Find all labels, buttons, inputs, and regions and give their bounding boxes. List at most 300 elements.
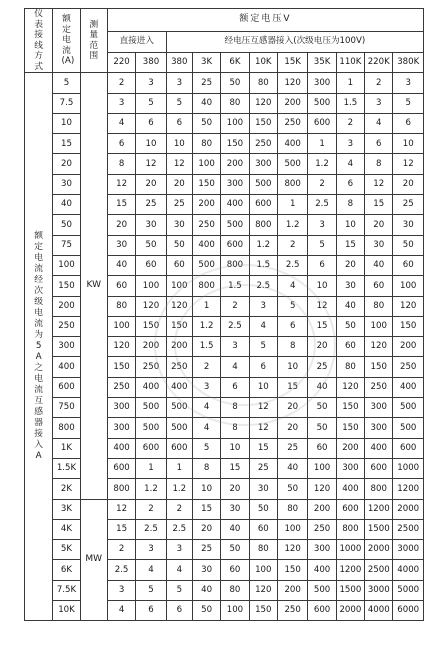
current-cell: 4K [53,519,80,539]
value-cell: 40 [365,255,393,275]
value-cell: 2.5 [277,255,307,275]
value-cell: 500 [277,154,307,174]
value-cell: 10 [136,134,166,154]
value-cell: 1200 [365,499,393,519]
value-cell: 50 [166,235,192,255]
value-cell: 4 [192,418,220,438]
value-cell: 15 [308,316,336,336]
value-cell: 80 [249,540,277,560]
value-cell: 100 [249,560,277,580]
voltage-header-cell: 6K [221,52,249,73]
value-cell: 80 [192,134,220,154]
current-cell: 5K [53,540,80,560]
value-cell: 3 [192,377,220,397]
value-cell: 10 [336,215,364,235]
table-row [25,499,424,519]
value-cell: 120 [249,580,277,600]
value-cell: 4 [166,560,192,580]
value-cell: 8 [221,398,249,418]
value-cell: 600 [107,458,135,478]
value-cell: 300 [365,418,393,438]
value-cell: 3 [136,540,166,560]
value-cell: 50 [393,235,424,255]
value-cell: 1 [166,458,192,478]
value-cell: 1.5 [192,337,220,357]
value-cell: 1 [308,134,336,154]
value-cell: 6 [393,113,424,133]
value-cell: 4 [365,113,393,133]
value-cell: 150 [393,316,424,336]
value-cell: 4000 [365,601,393,621]
value-cell: 120 [136,296,166,316]
value-cell: 1.2 [136,479,166,499]
header-wiring-method [25,9,53,73]
current-cell: 200 [53,296,80,316]
current-cell: 7.5K [53,580,80,600]
value-cell: 300 [107,398,135,418]
value-cell: 1.2 [192,316,220,336]
current-cell: 2K [53,479,80,499]
value-cell: 600 [308,113,336,133]
value-cell: 2.5 [166,519,192,539]
value-cell: 120 [166,296,192,316]
value-cell: 1 [336,73,364,93]
value-cell: 25 [192,73,220,93]
value-cell: 30 [136,215,166,235]
value-cell: 5 [277,296,307,316]
voltage-header-cell: 10K [249,52,277,73]
value-cell: 250 [136,357,166,377]
value-cell: 400 [277,134,307,154]
value-cell: 100 [136,276,166,296]
current-cell: 6K [53,560,80,580]
value-cell: 30 [221,499,249,519]
value-cell: 6 [365,134,393,154]
value-cell: 40 [308,377,336,397]
value-cell: 50 [249,499,277,519]
value-cell: 500 [308,93,336,113]
value-cell: 250 [249,134,277,154]
value-cell: 30 [107,235,135,255]
value-cell: 500 [221,215,249,235]
current-cell: 750 [53,398,80,418]
voltage-header-cell: 15K [277,52,307,73]
value-cell: 300 [365,398,393,418]
value-cell: 2 [107,73,135,93]
value-cell: 400 [221,195,249,215]
value-cell: 250 [166,357,192,377]
current-cell: 300 [53,337,80,357]
value-cell: 100 [221,601,249,621]
value-cell: 20 [136,174,166,194]
value-cell: 30 [336,276,364,296]
row-label: 额定电流经次级电流为5A之电流互感器接入A [34,231,44,462]
value-cell: 50 [336,316,364,336]
value-cell: 10 [192,479,220,499]
value-cell: 6 [136,601,166,621]
value-cell: 6 [136,113,166,133]
value-cell: 100 [107,316,135,336]
value-cell: 400 [166,377,192,397]
value-cell: 12 [107,174,135,194]
value-cell: 120 [308,479,336,499]
value-cell: 500 [393,398,424,418]
value-cell: 20 [166,174,192,194]
header-rated-voltage: 额定电压V [107,9,423,32]
value-cell: 1 [277,195,307,215]
value-cell: 8 [192,458,220,478]
value-cell: 3 [166,540,192,560]
value-cell: 400 [192,235,220,255]
value-cell: 4 [107,601,135,621]
value-cell: 15 [221,458,249,478]
value-cell: 2000 [336,601,364,621]
value-cell: 600 [365,458,393,478]
value-cell: 2 [365,73,393,93]
value-cell: 10 [308,276,336,296]
value-cell: 80 [221,580,249,600]
value-cell: 250 [365,377,393,397]
value-cell: 4000 [393,560,424,580]
current-cell: 150 [53,276,80,296]
value-cell: 250 [107,377,135,397]
current-cell: 1.5K [53,458,80,478]
value-cell: 400 [136,377,166,397]
value-cell: 40 [221,519,249,539]
value-cell: 120 [365,337,393,357]
table-row [25,73,424,93]
value-cell: 300 [336,458,364,478]
value-cell: 800 [365,479,393,499]
value-cell: 60 [365,276,393,296]
value-cell: 3 [107,93,135,113]
value-cell: 600 [336,499,364,519]
value-cell: 30 [249,479,277,499]
value-cell: 5 [192,438,220,458]
value-cell: 150 [249,601,277,621]
value-cell: 3 [393,73,424,93]
value-cell: 2.5 [308,195,336,215]
value-cell: 150 [249,113,277,133]
value-cell: 100 [221,113,249,133]
value-cell: 30 [365,235,393,255]
value-cell: 300 [249,154,277,174]
value-cell: 40 [107,255,135,275]
unit-mw-cell: MW [80,499,107,621]
header-via-pt: 经电压互感器接入(次级电压为100V) [166,31,423,52]
value-cell: 50 [308,418,336,438]
value-cell: 200 [166,337,192,357]
value-cell: 120 [107,337,135,357]
value-cell: 400 [107,438,135,458]
value-cell: 500 [393,418,424,438]
value-cell: 30 [192,560,220,580]
value-cell: 80 [221,93,249,113]
value-cell: 2 [221,296,249,316]
value-cell: 50 [277,479,307,499]
header-rated-current [53,9,80,73]
current-cell: 10 [53,113,80,133]
value-cell: 3 [249,296,277,316]
rating-table [24,8,424,621]
value-cell: 60 [308,438,336,458]
value-cell: 20 [393,174,424,194]
value-cell: 20 [192,519,220,539]
header-wiring-method-label: 仪表接线方式 [34,9,44,72]
header-measure-range-label: 测量范围 [89,19,99,62]
value-cell: 800 [336,519,364,539]
current-cell: 15 [53,134,80,154]
current-cell: 800 [53,418,80,438]
value-cell: 80 [365,296,393,316]
value-cell: 8 [277,337,307,357]
value-cell: 100 [308,458,336,478]
value-cell: 20 [308,337,336,357]
value-cell: 6 [107,134,135,154]
value-cell: 150 [192,174,220,194]
value-cell: 100 [277,519,307,539]
value-cell: 600 [308,601,336,621]
value-cell: 80 [107,296,135,316]
value-cell: 500 [166,418,192,438]
value-cell: 600 [166,438,192,458]
value-cell: 60 [393,255,424,275]
value-cell: 6 [308,255,336,275]
value-cell: 5 [393,93,424,113]
value-cell: 2000 [365,540,393,560]
current-cell: 400 [53,357,80,377]
value-cell: 250 [192,215,220,235]
value-cell: 10 [393,134,424,154]
table-body [25,9,424,621]
value-cell: 50 [192,601,220,621]
value-cell: 8 [365,154,393,174]
value-cell: 150 [166,316,192,336]
value-cell: 1.5 [221,276,249,296]
value-cell: 30 [393,215,424,235]
value-cell: 200 [336,438,364,458]
voltage-header-cell: 3K [192,52,220,73]
current-cell: 1K [53,438,80,458]
voltage-header-cell: 380 [166,52,192,73]
value-cell: 25 [192,540,220,560]
value-cell: 50 [192,113,220,133]
value-cell: 20 [277,398,307,418]
value-cell: 120 [393,296,424,316]
value-cell: 500 [166,398,192,418]
value-cell: 400 [308,560,336,580]
value-cell: 250 [393,357,424,377]
header-rated-current-label: 额定电流(A) [61,14,75,67]
value-cell: 120 [277,540,307,560]
value-cell: 1 [192,296,220,316]
current-cell: 75 [53,235,80,255]
value-cell: 1.2 [277,215,307,235]
value-cell: 800 [221,255,249,275]
value-cell: 200 [136,337,166,357]
value-cell: 25 [249,458,277,478]
current-cell: 30 [53,174,80,194]
value-cell: 300 [107,418,135,438]
value-cell: 4 [221,357,249,377]
value-cell: 3000 [393,540,424,560]
value-cell: 100 [192,154,220,174]
value-cell: 1200 [336,560,364,580]
value-cell: 50 [221,73,249,93]
value-cell: 500 [249,174,277,194]
value-cell: 300 [308,540,336,560]
value-cell: 4 [336,154,364,174]
value-cell: 25 [393,195,424,215]
value-cell: 5 [166,580,192,600]
value-cell: 1500 [336,580,364,600]
value-cell: 2.5 [136,519,166,539]
value-cell: 40 [277,458,307,478]
value-cell: 800 [249,215,277,235]
current-cell: 7.5 [53,93,80,113]
value-cell: 15 [277,377,307,397]
value-cell: 60 [221,560,249,580]
current-cell: 100 [53,255,80,275]
value-cell: 1500 [365,519,393,539]
value-cell: 5 [166,93,192,113]
value-cell: 3 [308,215,336,235]
voltage-header-cell: 35K [308,52,336,73]
value-cell: 150 [365,357,393,377]
value-cell: 25 [277,438,307,458]
value-cell: 10 [221,438,249,458]
value-cell: 100 [365,316,393,336]
value-cell: 8 [221,418,249,438]
value-cell: 40 [192,580,220,600]
value-cell: 500 [136,418,166,438]
value-cell: 12 [136,154,166,174]
value-cell: 500 [192,255,220,275]
value-cell: 15 [107,195,135,215]
voltage-header-cell: 380K [393,52,424,73]
value-cell: 6 [166,113,192,133]
value-cell: 3 [166,73,192,93]
value-cell: 15 [192,499,220,519]
voltage-header-cell: 110K [336,52,364,73]
value-cell: 60 [249,519,277,539]
value-cell: 800 [107,479,135,499]
value-cell: 150 [336,418,364,438]
value-cell: 2000 [393,499,424,519]
value-cell: 150 [136,316,166,336]
current-cell: 3K [53,499,80,519]
current-cell: 5 [53,73,80,93]
value-cell: 200 [277,580,307,600]
value-cell: 6000 [393,601,424,621]
value-cell: 3 [136,73,166,93]
value-cell: 150 [107,357,135,377]
value-cell: 20 [107,215,135,235]
value-cell: 500 [308,580,336,600]
value-cell: 200 [277,93,307,113]
value-cell: 15 [107,519,135,539]
value-cell: 40 [192,93,220,113]
value-cell: 60 [166,255,192,275]
value-cell: 2.5 [249,276,277,296]
value-cell: 4 [107,113,135,133]
voltage-header-cell: 220 [107,52,135,73]
value-cell: 600 [221,235,249,255]
value-cell: 150 [277,560,307,580]
value-cell: 15 [336,235,364,255]
value-cell: 80 [249,73,277,93]
value-cell: 12 [249,418,277,438]
current-cell: 20 [53,154,80,174]
value-cell: 5 [136,93,166,113]
value-cell: 600 [136,438,166,458]
value-cell: 6 [166,601,192,621]
value-cell: 8 [336,195,364,215]
current-cell: 50 [53,215,80,235]
value-cell: 6 [221,377,249,397]
value-cell: 300 [308,73,336,93]
value-cell: 300 [221,174,249,194]
value-cell: 2.5 [107,560,135,580]
value-cell: 3 [365,93,393,113]
value-cell: 25 [166,195,192,215]
voltage-header-cell: 220K [365,52,393,73]
value-cell: 8 [107,154,135,174]
value-cell: 12 [393,154,424,174]
value-cell: 10 [249,377,277,397]
value-cell: 1 [136,458,166,478]
unit-kw-cell: KW [80,73,107,499]
header-measure-range [80,9,107,73]
value-cell: 400 [393,377,424,397]
value-cell: 60 [336,337,364,357]
value-cell: 80 [277,499,307,519]
value-cell: 12 [308,296,336,316]
value-cell: 2 [192,357,220,377]
value-cell: 20 [277,418,307,438]
value-cell: 250 [308,519,336,539]
value-cell: 1000 [336,540,364,560]
value-cell: 12 [249,398,277,418]
value-cell: 10 [277,357,307,377]
value-cell: 12 [107,499,135,519]
value-cell: 250 [277,113,307,133]
current-cell: 40 [53,195,80,215]
value-cell: 200 [308,499,336,519]
value-cell: 600 [393,438,424,458]
value-cell: 4 [136,560,166,580]
value-cell: 3 [336,134,364,154]
value-cell: 60 [136,255,166,275]
value-cell: 500 [136,398,166,418]
value-cell: 50 [308,398,336,418]
value-cell: 4 [277,276,307,296]
value-cell: 20 [365,215,393,235]
value-cell: 2 [308,174,336,194]
value-cell: 2 [336,113,364,133]
value-cell: 2 [277,235,307,255]
value-cell: 100 [393,276,424,296]
value-cell: 2 [136,499,166,519]
value-cell: 800 [192,276,220,296]
value-cell: 2 [166,499,192,519]
value-cell: 150 [336,398,364,418]
value-cell: 6 [249,357,277,377]
current-cell: 600 [53,377,80,397]
value-cell: 1.5 [249,255,277,275]
value-cell: 50 [136,235,166,255]
value-cell: 12 [166,154,192,174]
